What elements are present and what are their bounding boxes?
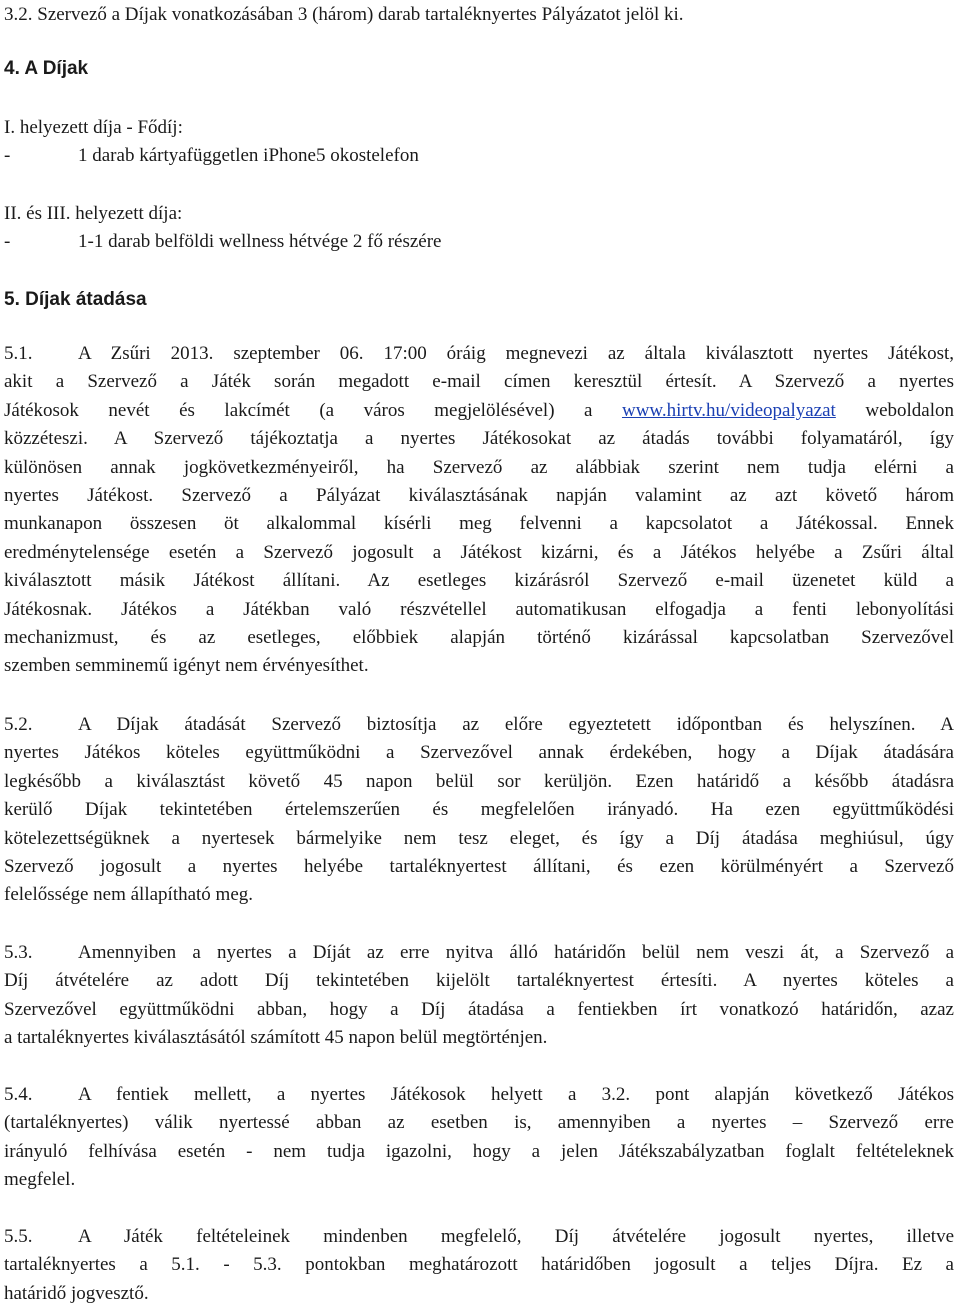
paragraph-line: felelőssége nem állapítható meg. — [4, 884, 254, 906]
prize-1-line — [4, 145, 419, 167]
paragraph-line: 5.3. Amennyiben a nyertes a Díját az erre nyitva álló határidőn belül nem veszi át, a Szervező a — [4, 939, 954, 967]
prize-2-3-item: 1-1 darab belföldi wellness hétvége 2 fő részére — [78, 231, 442, 252]
paragraph-line: kötelezettségüknek a nyertesek bármelyike nem tesz eleget, és így a Díj átadása meghiúsul, úgy — [4, 827, 954, 849]
paragraph-number: 5.4. — [4, 1084, 33, 1105]
paragraph-line: 5.2. A Díjak átadását Szervező biztosítja az előre egyeztetett időpontban és helyszínen. A — [4, 711, 954, 739]
paragraph-line: Szervező jogosult a nyertes helyébe tartaléknyertest állítani, és ezen körülményért a Szervező — [4, 855, 954, 877]
paragraph-5-3 — [4, 939, 954, 1053]
paragraph-line: legkésőbb a kiválasztást követő 45 napon belül sor kerüljön. Ezen határidő a később átadásra — [4, 770, 954, 792]
paragraph-line: kiválasztott másik Játékost állítani. Az esetleges kizárásról Szervező e-mail üzenetet küld a — [4, 570, 954, 592]
section-4-heading: 4. A Díjak — [4, 58, 89, 79]
paragraph-line: megfelel. — [4, 1169, 76, 1191]
paragraph-number: 5.2. — [4, 714, 33, 735]
paragraph-line: határidő jogvesztő. — [4, 1282, 149, 1304]
paragraph-line: Játékosok nevét és lakcímét (a város megjelölésével) a www.hirtv.hu/videopalyazat weboldalon — [4, 399, 954, 421]
paragraph-5-5 — [4, 1223, 954, 1308]
paragraph-number: 5.1. — [4, 343, 33, 364]
paragraph-5-1 — [4, 340, 954, 681]
paragraph-line: Szervezővel együttműködni abban, hogy a Díj átadása a fentiekben írt vonatkozó határidőn, azaz — [4, 998, 954, 1020]
paragraph-line: közzéteszi. A Szervező tájékoztatja a nyertes Játékosokat az átadás további folyamatáról, így — [4, 428, 954, 450]
paragraph-line: eredménytelensége esetén a Szervező jogosult a Játékost kizárni, és a Játékos helyébe a Zsűri által — [4, 541, 954, 563]
paragraph-line: Díj átvételére az adott Díj tekintetében kijelölt tartaléknyertest értesíti. A nyertes köteles a — [4, 970, 954, 992]
videopalyazat-link[interactable]: www.hirtv.hu/videopalyazat — [621, 399, 836, 421]
intro-line: 3.2. Szervező a Díjak vonatkozásában 3 (három) darab tartaléknyertes Pályázatot jelöl ki. — [4, 4, 684, 25]
section-5-heading: 5. Díjak átadása — [4, 289, 147, 310]
prize-1-title: I. helyezett díja - Fődíj: — [4, 117, 183, 138]
paragraph-5-4 — [4, 1081, 954, 1195]
paragraph-5-2 — [4, 711, 954, 910]
paragraph-line: kerülő Díjak tekintetében értelemszerűen és megfelelően irányadó. Ha ezen együttműködési — [4, 799, 954, 821]
paragraph-line: tartaléknyertes a 5.1. - 5.3. pontokban meghatározott határidőben jogosult a teljes Díjra. Ez a — [4, 1254, 954, 1276]
prize-1-item: 1 darab kártyafüggetlen iPhone5 okostelefon — [78, 145, 419, 166]
paragraph-line: (tartaléknyertes) válik nyertessé abban az esetben is, amennyiben a nyertes – Szervező erre — [4, 1112, 954, 1134]
prize-2-3-line — [4, 231, 442, 253]
paragraph-line: nyertes Játékost. Szervező a Pályázat kiválasztásának napján valamint az azt követő három — [4, 484, 954, 506]
paragraph-line: 5.5. A Játék feltételeinek mindenben megfelelő, Díj átvételére jogosult nyertes, illetve — [4, 1223, 954, 1251]
paragraph-line: irányuló felhívása esetén - nem tudja igazolni, hogy a jelen Játékszabályzatban foglalt feltételeknek — [4, 1140, 954, 1162]
paragraph-line: Játékosnak. Játékos a Játékban való részvétellel automatikusan elfogadja a fenti lebonyolítási — [4, 598, 954, 620]
paragraph-line: nyertes Játékos köteles együttműködni a Szervezővel annak érdekében, hogy a Díjak átadására — [4, 742, 954, 764]
paragraph-line: 5.4. A fentiek mellett, a nyertes Játékosok helyett a 3.2. pont alapján következő Játékos — [4, 1081, 954, 1109]
prize-2-3-title: II. és III. helyezett díja: — [4, 203, 183, 224]
paragraph-line: különösen annak jogkövetkezményeiről, ha Szervező az alábbiak szerint nem tudja elérni a — [4, 456, 954, 478]
list-dash: - — [4, 145, 11, 166]
paragraph-number: 5.3. — [4, 942, 33, 963]
list-dash: - — [4, 231, 11, 252]
paragraph-line: mechanizmust, és az esetleges, előbbiek alapján történő kizárással kapcsolatban Szervezővel — [4, 626, 954, 648]
paragraph-line: 5.1. A Zsűri 2013. szeptember 06. 17:00 óráig megnevezi az általa kiválasztott nyertes Játékost, — [4, 340, 954, 368]
paragraph-line: szemben semminemű igényt nem érvényesíthet. — [4, 655, 369, 677]
paragraph-line: akit a Szervező a Játék során megadott e-mail címen keresztül értesít. A Szervező a nyertes — [4, 371, 954, 393]
paragraph-number: 5.5. — [4, 1226, 33, 1247]
paragraph-line: munkanapon összesen öt alkalommal kísérli meg felvenni a kapcsolatot a Játékossal. Ennek — [4, 513, 954, 535]
paragraph-line: a tartaléknyertes kiválasztásától számított 45 napon belül megtörténjen. — [4, 1027, 548, 1049]
